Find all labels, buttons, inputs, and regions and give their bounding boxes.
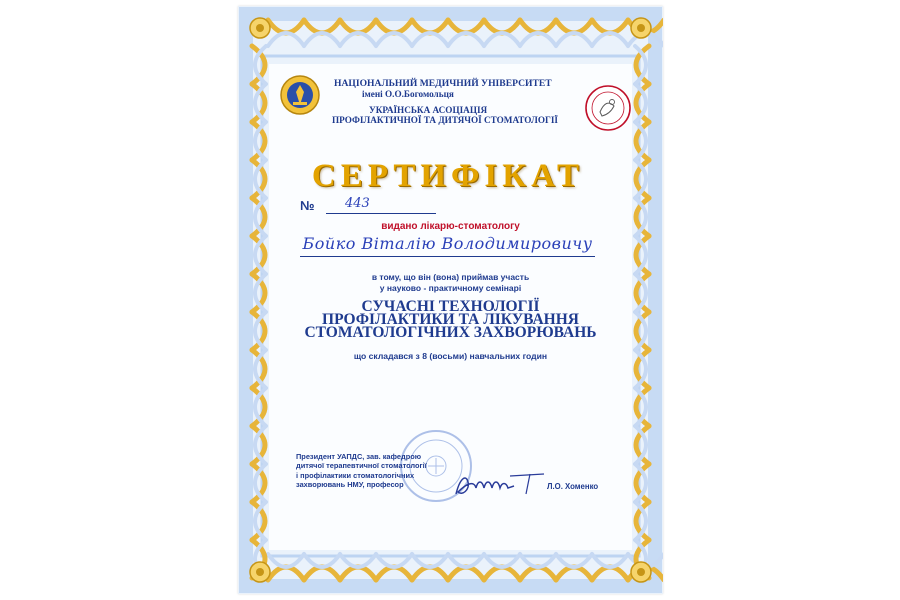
signatory-role <box>296 452 476 490</box>
seminar-title-2: ПРОФІЛАКТИКИ ТА ЛІКУВАННЯ <box>322 311 579 328</box>
university-name: НАЦІОНАЛЬНИЙ МЕДИЧНИЙ УНІВЕРСИТЕТ <box>334 78 552 89</box>
role-line-1: Президент УАПДС, зав. кафедрою <box>296 452 422 461</box>
number-value: 443 <box>345 196 370 211</box>
recipient-underline <box>300 256 595 257</box>
seminar-title-1: СУЧАСНІ ТЕХНОЛОГІЇ <box>361 298 540 315</box>
university-subtitle: імені О.О.Богомольця <box>362 89 454 99</box>
recipient-block <box>300 236 595 258</box>
role-line-2: дитячої терапевтичної стоматології <box>296 461 427 471</box>
participation-text-1: в тому, що він (вона) приймав участь <box>371 272 530 282</box>
association-name: УКРАЇНСЬКА АСОЦІАЦІЯ <box>369 105 488 115</box>
role-line-3: і профілактики стоматологічних <box>296 470 415 480</box>
participation-text-2: у науково - практичному семінарі <box>379 283 522 293</box>
certificate-title: СЕРТИФІКАТ <box>311 158 585 194</box>
number-underline <box>326 213 436 214</box>
certificate-header <box>279 72 632 132</box>
role-line-4: захворювань НМУ, професор <box>296 480 404 490</box>
number-label: № <box>300 198 315 213</box>
issued-to-label: видано лікарю-стоматологу <box>381 221 520 232</box>
handwritten-signature-icon <box>452 468 547 500</box>
hours-text: що складався з 8 (восьми) навчальних годин <box>353 351 548 361</box>
university-crest-icon <box>279 74 321 116</box>
signer-name: Л.О. Хоменко <box>547 482 599 491</box>
recipient-name: Бойко Віталію Володимировичу <box>302 234 593 253</box>
association-subtitle: ПРОФІЛАКТИЧНОЇ ТА ДИТЯЧОЇ СТОМАТОЛОГІЇ <box>332 115 558 125</box>
association-seal-icon <box>584 84 632 132</box>
seminar-title-3: СТОМАТОЛОГІЧНИХ ЗАХВОРЮВАНЬ <box>304 324 597 341</box>
